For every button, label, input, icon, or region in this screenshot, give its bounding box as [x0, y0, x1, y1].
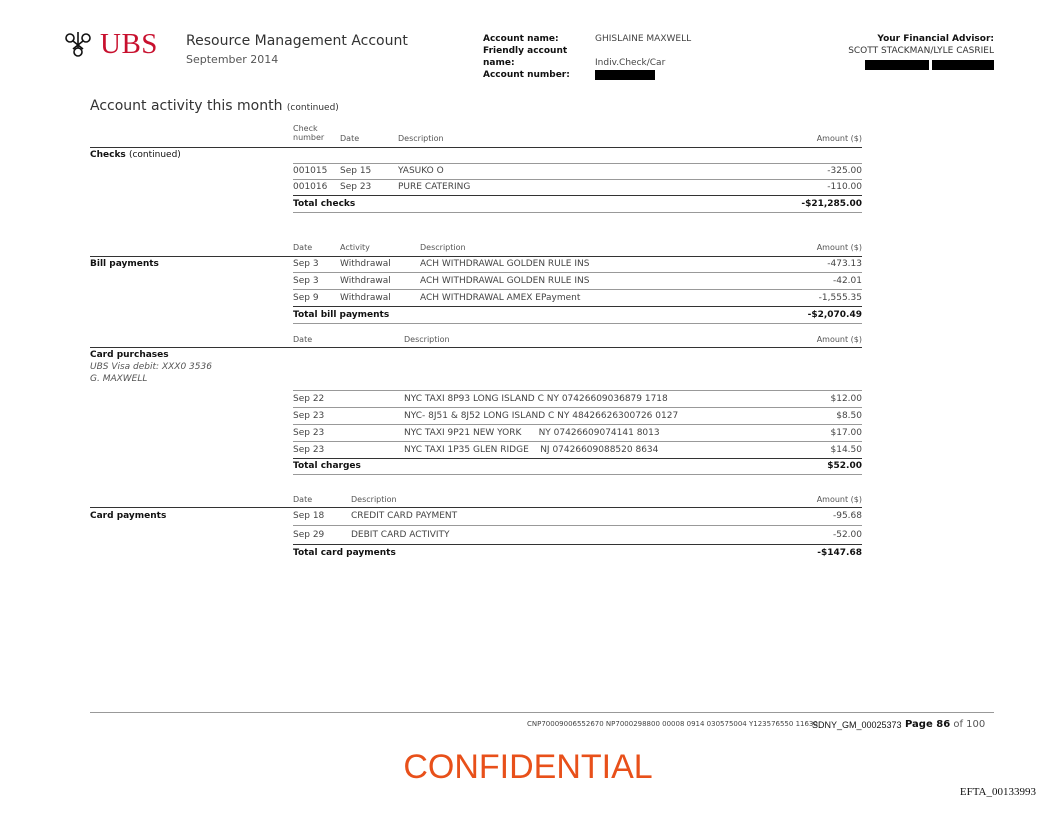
brand-name: UBS: [100, 28, 158, 60]
ubs-keys-icon: [62, 30, 94, 60]
page-number: Page 86 of 100: [905, 719, 986, 730]
account-number-label: Account number:: [483, 70, 570, 80]
statement-title: Resource Management Account: [186, 33, 408, 49]
advisor-info: [848, 33, 994, 71]
bates-number: SDNY_GM_00025373: [812, 720, 902, 730]
checks-header-date: Date: [340, 134, 360, 143]
efta-number: EFTA_00133993: [959, 786, 1036, 798]
checks-label: Checks (continued): [90, 150, 181, 160]
bill-payments-label: Bill payments: [90, 259, 159, 269]
account-number-redaction: [595, 70, 655, 80]
card-payments-label: Card payments: [90, 511, 167, 521]
account-info: [483, 33, 691, 81]
ubs-logo: [62, 28, 158, 61]
advisor-redaction-2: [932, 60, 994, 70]
checks-header-number: Check number: [293, 124, 325, 142]
checks-total: -$21,285.00: [801, 199, 862, 209]
checks-divider: [90, 147, 862, 148]
card-holder: G. MAXWELL: [90, 374, 148, 384]
friendly-name-label: Friendly account name:: [483, 46, 568, 68]
advisor-label: Your Financial Advisor:: [877, 34, 994, 44]
advisor-names: SCOTT STACKMAN/LYLE CASRIEL: [848, 46, 994, 56]
card-purchases-label: Card purchases: [90, 350, 169, 360]
section-title: Account activity this month (continued): [90, 98, 339, 114]
footer-code: CNP70009006552670 NP7000298800 00008 0914 030575004 Y123576550 11630: [527, 720, 818, 728]
advisor-redaction-1: [865, 60, 929, 70]
friendly-name: Indiv.Check/Car: [595, 58, 666, 68]
checks-total-label: Total checks: [293, 199, 356, 209]
checks-header-description: Description: [398, 134, 444, 143]
account-name-label: Account name:: [483, 34, 559, 44]
checks-header-amount: Amount ($): [816, 134, 862, 143]
statement-period: September 2014: [186, 53, 279, 66]
card-line: UBS Visa debit: XXX0 3536: [90, 362, 212, 372]
confidential-stamp: CONFIDENTIAL: [403, 748, 653, 786]
account-name: GHISLAINE MAXWELL: [595, 34, 692, 44]
